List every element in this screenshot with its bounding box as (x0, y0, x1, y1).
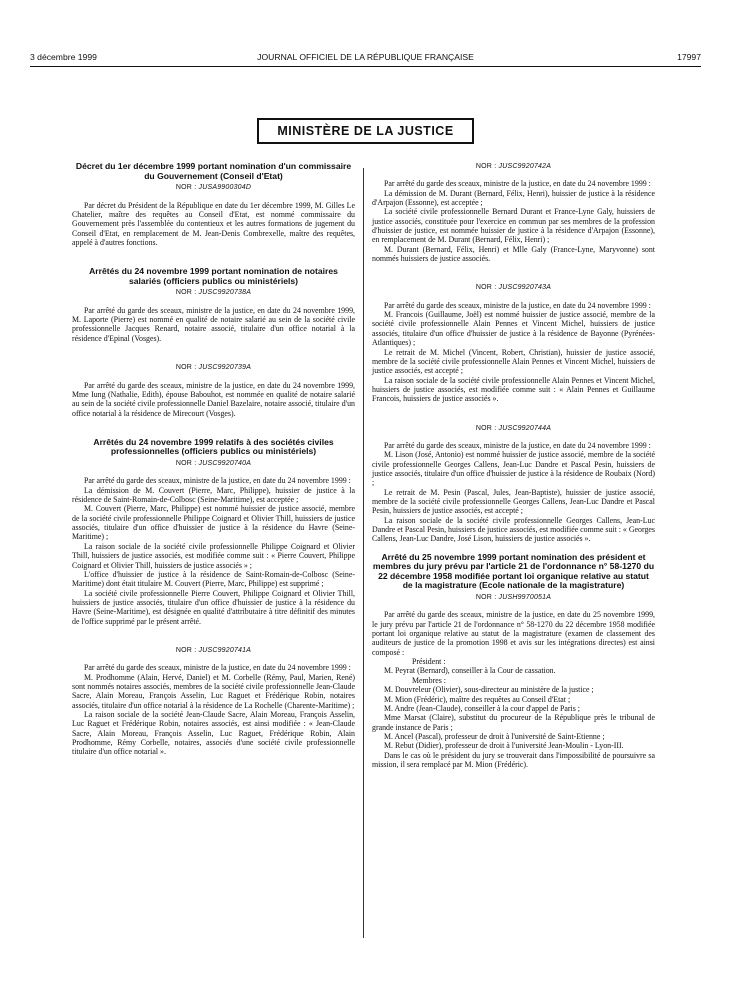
member-entry: Mme Marsat (Claire), substitut du procureur de la République près le tribunal de grande instance de Paris ; (372, 713, 655, 732)
president-entry: M. Peyrat (Bernard), conseiller à la Cour de cassation. (384, 666, 556, 676)
members-label: Membres : (412, 675, 446, 685)
paragraph: La raison sociale de la société civile professionnelle Alain Pennes et Vincent Michel, huissiers de justice associés, est modifiée comme suit : « Alain Pennes et Guillaume Francois, huissiers de justice associés ». (372, 375, 655, 404)
paragraph: La société civile professionnelle Bernard Durant et France-Lyne Galy, huissiers de justice associés, constituée pour l'exercice en commun par ses membres de la profession d'huissier de justice, est nommée huissier de justice à la résidence d'Arpajon (Essonne), en remplacement de M. Durant (Bernard, Félix, Henri) ; (372, 207, 655, 245)
header-rule (30, 66, 701, 67)
section-notaires-salaries (72, 267, 355, 343)
section-title: Arrêté du 25 novembre 1999 portant nomination des président et membres du jury prévu par l'article 21 de l'ordonnance n° 58-1270 du 22 décembre 1958 modifiée portant loi organique relative au statut de la magistrature (Ecole nationale de la magistrature) (372, 551, 655, 591)
paragraph: La raison sociale de la société Jean-Claude Sacre, Alain Moreau, François Asselin, Luc Raguet et Frédérique Robin, notaires associés, est ainsi modifiée : « Jean-Claude Sacre, Alain Moreau, François Asselin, Luc Raguet, Frédérique Robin, Alain Prodhomme, Rémy Corbelle, notaires, associés d'une société civile professionnelle titulaire d'un office notarial ». (72, 709, 355, 757)
paragraph: L'office d'huissier de justice à la résidence de Saint-Romain-de-Colbosc (Seine-Maritime) dont était titulaire M. Couvert (Pierre, Marc, Philippe) est supprimé ; (72, 569, 355, 589)
section-huissiers-bayonne (372, 283, 655, 403)
section-title: Arrêtés du 24 novembre 1999 portant nomination de notaires salariés (officiers publics ou ministériels) (89, 266, 338, 286)
paragraph: Par arrêté du garde des sceaux, ministre de la justice, en date du 24 novembre 1999, Mme Iung (Nathalie, Edith), épouse Babouhot, est nommée en qualité de notaire salarié au sein de la société civile professionnelle Daniel Bazelaire, notaire associé, titulaire d'un office notarial à la résidence de Mirecourt (Vosges). (72, 380, 355, 418)
paragraph: La raison sociale de la société civile professionnelle Georges Callens, Jean-Luc Dandre et Pascal Pesin, huissiers de justice associés, est modifiée comme suit : « Georges Callens, Jean-Luc Dandre, José Lison, huissiers de justice associés ». (372, 515, 655, 544)
member-entry: M. Andre (Jean-Claude), conseiller à la cour d'appel de Paris ; (384, 703, 580, 713)
header-journal-title: JOURNAL OFFICIEL DE LA RÉPUBLIQUE FRANÇAISE (257, 52, 474, 62)
section-title: Arrêtés du 24 novembre 1999 relatifs à des sociétés civiles professionnelles (officiers publics ou ministériels) (93, 436, 334, 457)
paragraph: Par décret du Président de la République en date du 1er décembre 1999, M. Gilles Le Chatelier, maître des requêtes au Conseil d'Etat, est nommé commissaire du Gouvernement près l'assemblée du contentieux et les autres formations de jugement du Conseil d'Etat, en remplacement de M. Jean-Denis Combrexelle, maître des requêtes, appelé à d'autres fonctions. (72, 200, 355, 247)
nor-reference: NOR : JUSA9900304D (175, 184, 252, 192)
section-decret-commissaire (72, 162, 355, 247)
section-notaire-salarie-mirecourt (72, 363, 355, 418)
paragraph: M. Couvert (Pierre, Marc, Philippe) est nommé huissier de justice associé, membre de la société civile professionnelle Philippe Coignard et Olivier Thill, huissiers de justice associés, titulaire d'un office d'huissier de justice à la résidence du Havre (Seine-Maritime) ; (72, 504, 355, 542)
paragraph: M. Francois (Guillaume, Joël) est nommé huissier de justice associé, membre de la société civile professionnelle Alain Pennes et Vincent Michel, huissiers de justice associés, titulaire d'un office d'huissier de justice à la résidence de Bayonne (Pyrénées-Atlantiques) ; (372, 310, 655, 348)
paragraph: M. Lison (José, Antonio) est nommé huissier de justice associé, membre de la société civile professionnelle Georges Callens, Jean-Luc Dandre et Pascal Pesin, huissiers de justice associés, titulaire d'un office d'huissier de justice à la résidence de Roubaix (Nord) ; (372, 450, 655, 488)
paragraph: Par arrêté du garde des sceaux, ministre de la justice, en date du 24 novembre 1999 : (84, 663, 351, 673)
section-huissiers-arpajon (372, 162, 655, 263)
member-entry: M. Rebut (Didier), professeur de droit à l'université Jean-Moulin - Lyon-III. (384, 741, 624, 751)
paragraph: Par arrêté du garde des sceaux, ministre de la justice, en date du 24 novembre 1999, M. Laporte (Pierre) est nommé en qualité de notaire salarié au sein de la société civile professionnelle Jacques Renard, notaire associé, titulaire d'un office notarial à la résidence d'Epinal (Vosges). (72, 305, 355, 343)
ministry-banner (0, 118, 731, 144)
right-column (372, 162, 655, 769)
paragraph: La démission de M. Couvert (Pierre, Marc, Philippe), huissier de justice à la résidence de Saint-Romain-de-Colbosc (Seine-Maritime), est acceptée ; (72, 485, 355, 505)
section-notaires-la-rochelle (72, 646, 355, 757)
member-entry: M. Douvreleur (Olivier), sous-directeur au ministère de la justice ; (384, 685, 594, 695)
paragraph: La démission de M. Durant (Bernard, Félix, Henri), huissier de justice à la résidence d'Arpajon (Essonne), est acceptée ; (372, 188, 655, 208)
nor-reference: NOR : JUSC9920741A (175, 646, 252, 654)
paragraph: Dans le cas où le président du jury se trouverait dans l'impossibilité de poursuivre sa mission, il sera remplacé par M. Mion (Frédéric). (372, 750, 655, 769)
nor-reference: NOR : JUSC9920739A (175, 364, 252, 372)
member-entry: M. Mion (Frédéric), maître des requêtes au Conseil d'Etat ; (384, 694, 571, 704)
nor-reference: NOR : JUSC9920738A (175, 289, 252, 297)
nor-reference: NOR : JUSC9920743A (475, 284, 552, 292)
paragraph: La raison sociale de la société civile professionnelle Philippe Coignard et Olivier Thill, huissiers de justice associés, est modifiée comme suit : « Pierre Couvert, Philippe Coignard et Olivier Thill, huissiers de justice associés » ; (72, 541, 355, 570)
column-divider (363, 168, 364, 938)
nor-reference: NOR : JUSC9920742A (475, 163, 552, 170)
paragraph: Le retrait de M. Michel (Vincent, Robert, Christian), huissier de justice associé, membre de la société civile professionnelle Alain Pennes et Vincent Michel, huissiers de justice associés, est accepté ; (372, 347, 655, 376)
paragraph: La société civile professionnelle Pierre Couvert, Philippe Coignard et Olivier Thill, huissiers de justice associés, titulaire d'un office d'huissier de justice à la résidence du Havre (Seine-Maritime), est désignée en qualité d'attributaire à titre définitif des minutes de l'office supprimé par le présent arrêté. (72, 588, 355, 626)
paragraph: Par arrêté du garde des sceaux, ministre de la justice, en date du 25 novembre 1999, le jury prévu par l'article 21 de l'ordonnance n° 58-1270 du 22 décembre 1958 modifiée portant loi organique relative au statut de la magistrature (examen de classement des auditeurs de justice de la promotion 1998 et avis sur les intégrations directes) est ainsi composé : (372, 610, 655, 657)
paragraph: Le retrait de M. Pesin (Pascal, Jules, Jean-Baptiste), huissier de justice associé, membre de la société civile professionnelle Georges Callens, Jean-Luc Dandre et Pascal Pesin, huissiers de justice associés, est accepté ; (372, 487, 655, 516)
nor-reference: NOR : JUSH9970051A (475, 594, 552, 602)
nor-reference: NOR : JUSC9920740A (175, 460, 252, 468)
section-jury-magistrature (372, 553, 655, 770)
paragraph: Par arrêté du garde des sceaux, ministre de la justice, en date du 24 novembre 1999 : (384, 300, 651, 310)
paragraph: M. Prodhomme (Alain, Hervé, Daniel) et M. Corbelle (Rémy, Paul, Marien, René) sont nommés notaires associés, membres de la société civile professionnelle Jean-Claude Sacre, Alain Moreau, François Asselin, Luc Raguet et Frédérique Robin, notaires associés, titulaire d'un office notarial à la résidence de La Rochelle (Charente-Maritime) ; (72, 672, 355, 710)
member-entry: M. Ancel (Pascal), professeur de droit à l'université de Saint-Etienne ; (384, 731, 605, 741)
section-title: Décret du 1er décembre 1999 portant nomination d'un commissaire du Gouvernement (Conseil d'Etat) (75, 161, 352, 181)
paragraph: Par arrêté du garde des sceaux, ministre de la justice, en date du 24 novembre 1999 : (84, 476, 351, 486)
nor-reference: NOR : JUSC9920744A (475, 424, 552, 432)
header-page-number: 17997 (677, 52, 701, 62)
paragraph: Par arrêté du garde des sceaux, ministre de la justice, en date du 24 novembre 1999 : (384, 179, 651, 189)
section-huissiers-roubaix (372, 424, 655, 544)
paragraph: M. Durant (Bernard, Félix, Henri) et Mlle Galy (France-Lyne, Maryvonne) sont nommés huissiers de justice associés. (372, 244, 655, 264)
president-label: Président : (412, 657, 446, 667)
page-header (30, 52, 701, 66)
section-societes-civiles (72, 438, 355, 626)
header-date: 3 décembre 1999 (30, 52, 97, 62)
ministry-title: MINISTÈRE DE LA JUSTICE (257, 118, 473, 144)
left-column (72, 162, 355, 757)
paragraph: Par arrêté du garde des sceaux, ministre de la justice, en date du 24 novembre 1999 : (384, 440, 651, 450)
